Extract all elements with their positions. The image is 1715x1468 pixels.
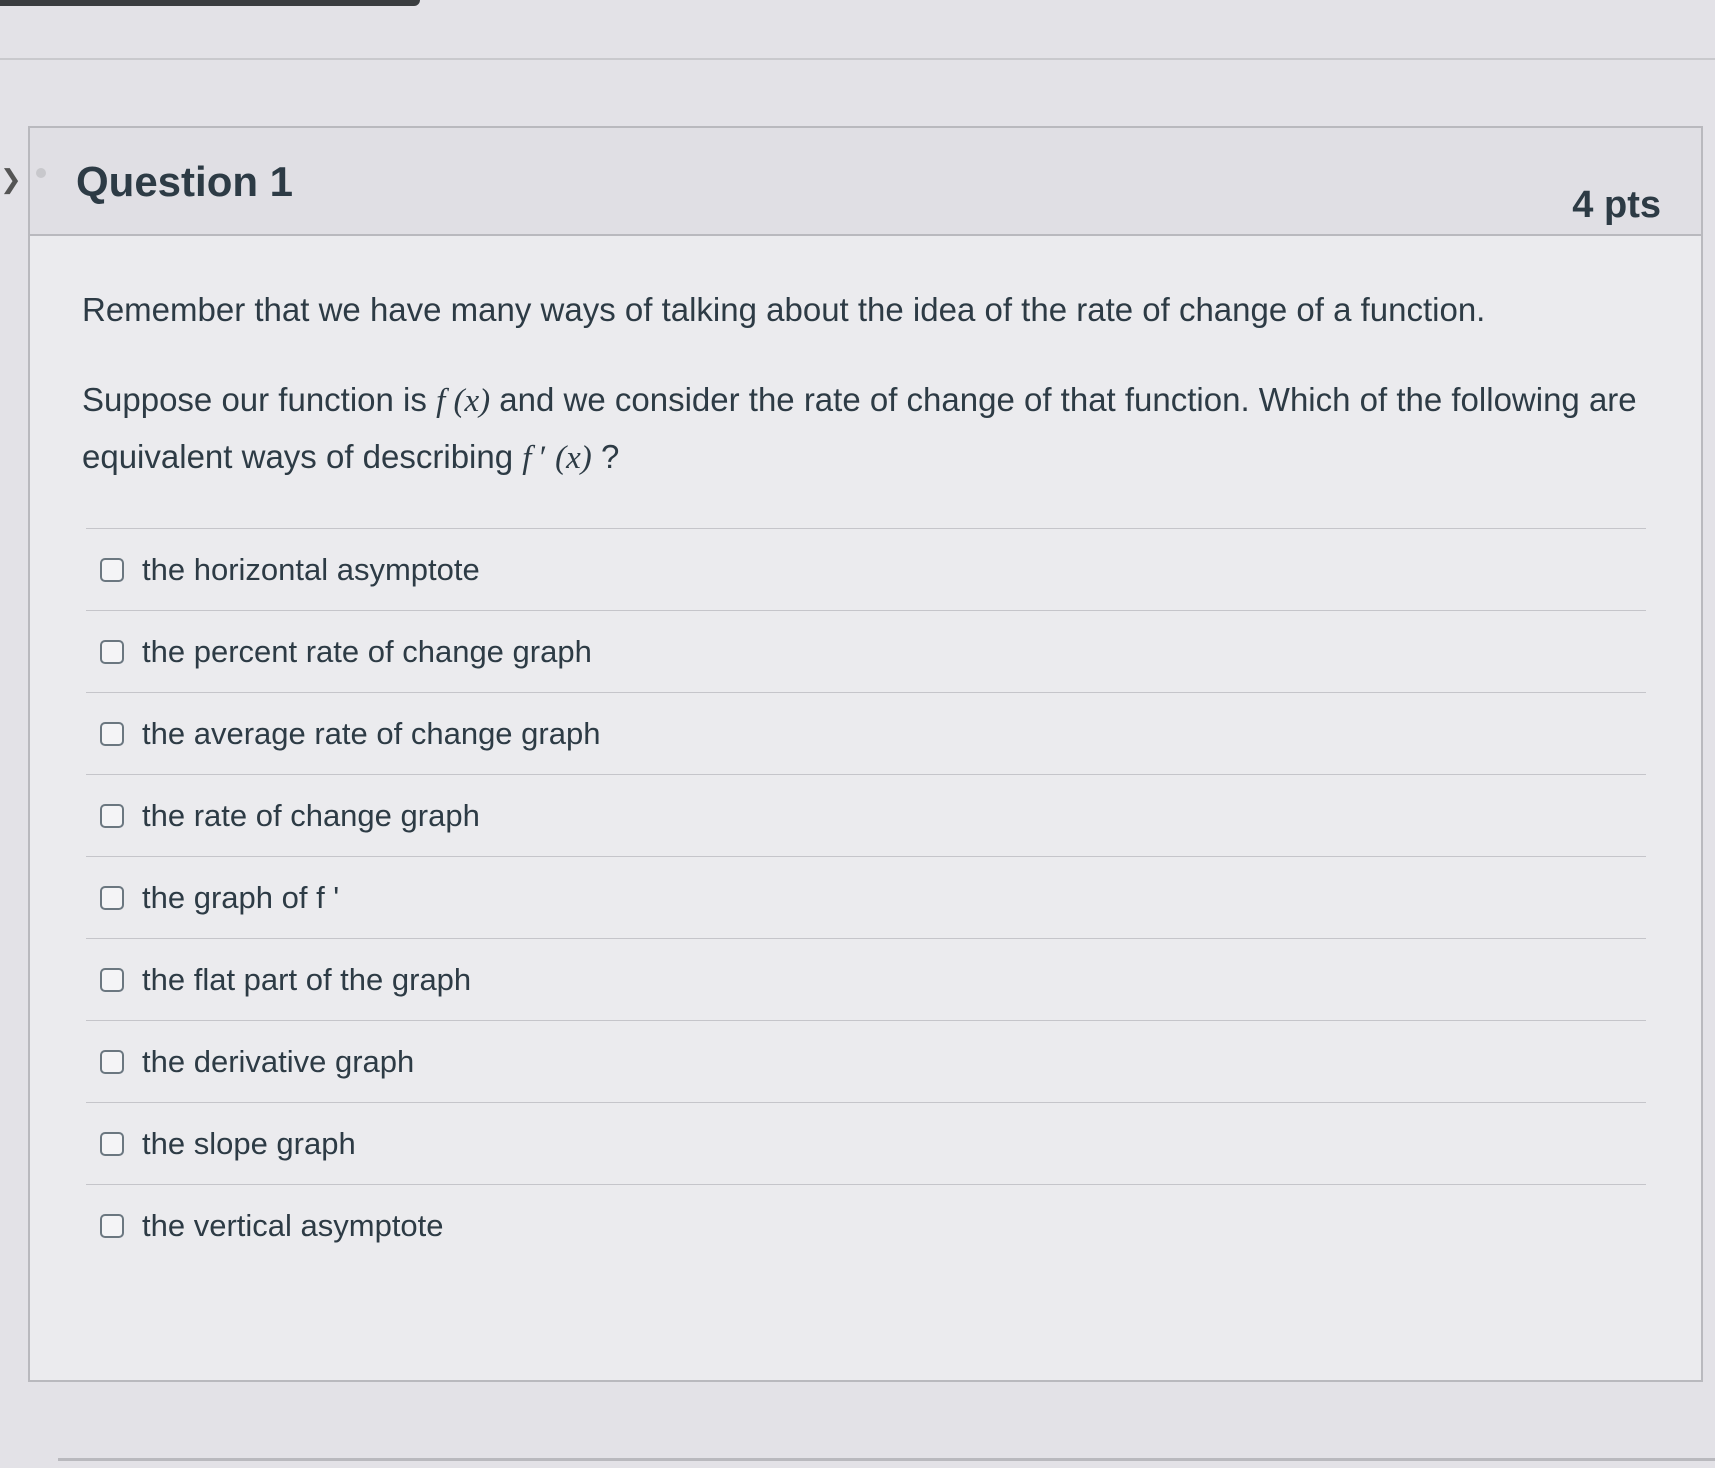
answer-label[interactable]: the horizontal asymptote <box>142 551 480 587</box>
answer-label[interactable]: the flat part of the graph <box>142 961 472 997</box>
checkbox[interactable] <box>100 886 124 910</box>
checkbox[interactable] <box>100 722 124 746</box>
checkbox[interactable] <box>100 640 124 664</box>
answer-label[interactable]: the vertical asymptote <box>142 1208 444 1243</box>
chevron-right-icon[interactable]: ❯ <box>0 164 22 194</box>
checkbox[interactable] <box>100 804 124 828</box>
question-body <box>30 236 1701 1267</box>
header-divider <box>0 58 1715 60</box>
prompt-part2: and we consider the rate of change of that function. Which of the following are equivalent ways of describing <box>82 381 1637 475</box>
prompt-part1: Suppose our function is <box>82 381 427 418</box>
answer-option[interactable] <box>86 857 1646 939</box>
answer-label[interactable]: the slope graph <box>142 1125 356 1161</box>
answer-option[interactable] <box>86 529 1646 611</box>
flag-icon[interactable] <box>36 168 46 178</box>
answer-option[interactable] <box>86 775 1646 857</box>
answer-label[interactable]: the average rate of change graph <box>142 715 601 751</box>
question-header <box>30 128 1701 236</box>
next-question-edge <box>58 1458 1715 1461</box>
answer-option[interactable] <box>86 1021 1646 1103</box>
page-heading-clipped <box>0 0 1715 14</box>
checkbox[interactable] <box>100 1132 124 1156</box>
answer-option[interactable] <box>86 939 1646 1021</box>
answer-option[interactable] <box>86 1103 1646 1185</box>
answer-option[interactable] <box>86 611 1646 693</box>
answer-list <box>86 528 1646 1267</box>
answer-label[interactable]: the derivative graph <box>142 1043 415 1079</box>
answer-label[interactable]: the graph of f ' <box>142 879 340 915</box>
checkbox[interactable] <box>100 968 124 992</box>
question-intro: Remember that we have many ways of talking about the idea of the rate of change of a function. <box>82 291 1486 328</box>
question-text <box>82 282 1649 486</box>
checkbox[interactable] <box>100 558 124 582</box>
checkbox[interactable] <box>100 1214 124 1238</box>
prompt-end: ? <box>600 438 620 475</box>
math-f-of-x: f (x) <box>436 383 491 419</box>
answer-option[interactable] <box>86 1185 1646 1267</box>
checkbox[interactable] <box>100 1050 124 1074</box>
question-title: Question 1 <box>76 158 294 205</box>
answer-label[interactable]: the rate of change graph <box>142 797 480 833</box>
answer-option[interactable] <box>86 693 1646 775</box>
question-points: 4 pts <box>1572 184 1661 226</box>
question-card <box>28 126 1703 1382</box>
math-f-prime-of-x: f ′ (x) <box>522 440 592 476</box>
answer-label[interactable]: the percent rate of change graph <box>142 633 592 669</box>
question-prompt <box>82 372 1649 486</box>
